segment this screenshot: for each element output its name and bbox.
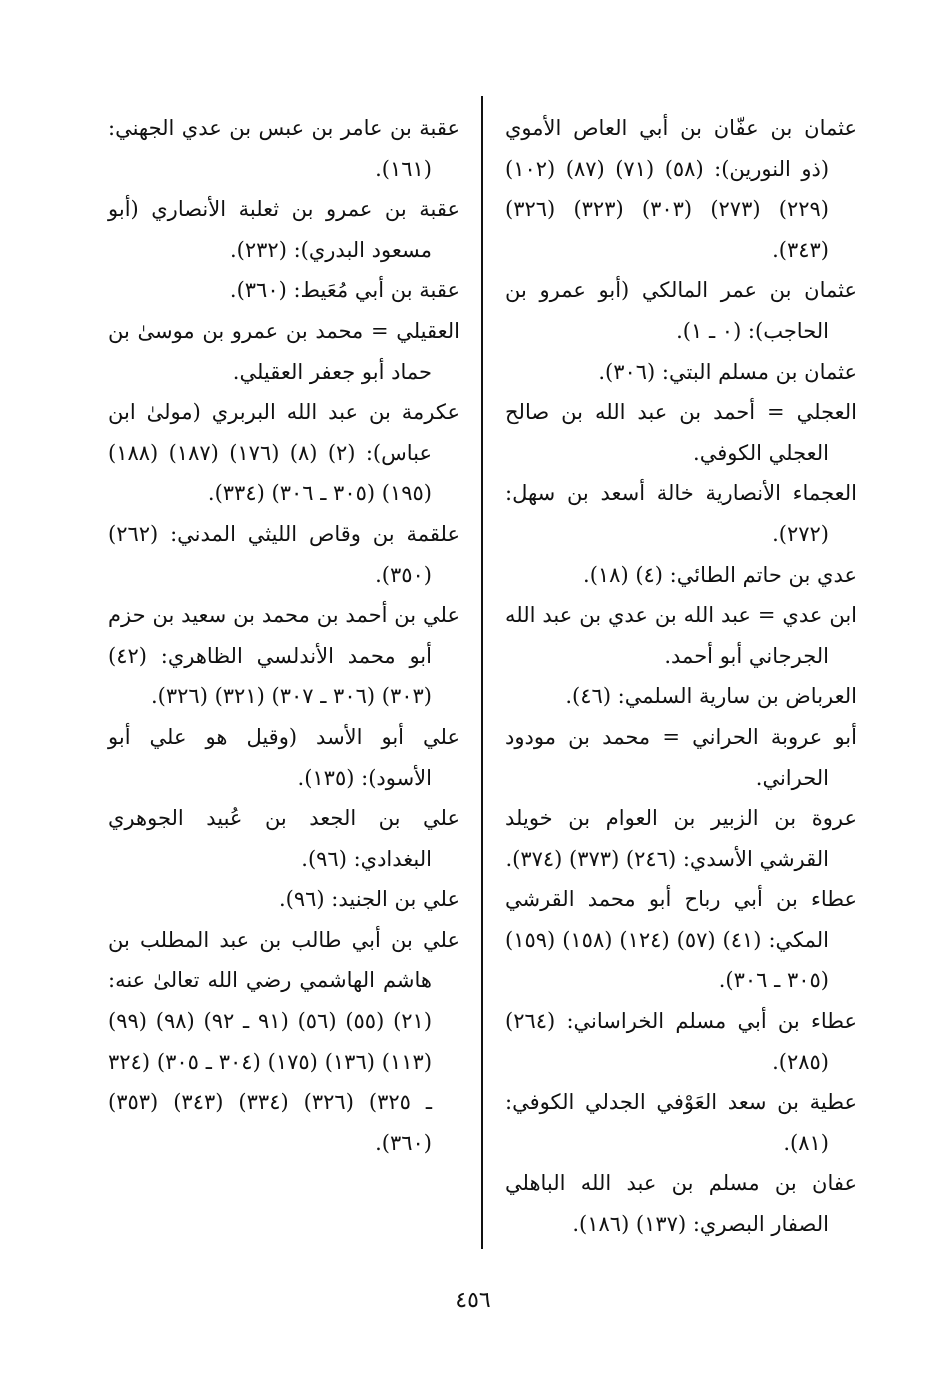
index-entry: عثمان بن مسلم البتي: (٣٠٦).	[598, 359, 857, 384]
index-entry: علقمة بن وقاص الليثي المدني: (٢٦٢) (٣٥٠).	[108, 521, 460, 587]
index-entry: علي بن أحمد بن محمد بن سعيد بن حزم أبو محمد الأندلسي الظاهري: (٤٢) (٣٠٣) (٣٠٦ ـ ٣٠٧) (٣٢١) (٣٢٦).	[108, 603, 460, 709]
index-entry: عطاء بن أبي رباح أبو محمد القرشي المكي: (٤١) (٥٧) (١٢٤) (١٥٨) (١٥٩) (٣٠٥ ـ ٣٠٦).	[505, 887, 857, 993]
index-entry: علي بن الجعد بن عُبيد الجوهري البغدادي: (٩٦).	[108, 806, 460, 871]
index-entry: عدي بن حاتم الطائي: (٤) (١٨).	[583, 562, 857, 587]
index-entry: أبو عروبة الحراني = محمد بن مودود الحراني.	[505, 724, 857, 790]
index-entry: عثمان بن عفّان بن أبي العاص الأموي (ذو النورين): (٥٨) (٧١) (٨٧) (١٠٢) (٢٢٩) (٢٧٣) (٣٠٣) (٣٢٣) (٣٢٦) (٣٤٣).	[505, 116, 857, 262]
index-entry: عفان بن مسلم بن عبد الله الباهلي الصفار البصري: (١٣٧) (١٨٦).	[505, 1171, 857, 1237]
right-column	[505, 108, 857, 1245]
index-entry: علي بن الجنيد: (٩٦).	[278, 887, 460, 912]
index-entry: عقبة بن عمرو بن ثعلبة الأنصاري (أبو مسعود البدري): (٢٣٢).	[108, 197, 460, 262]
column-divider	[481, 96, 483, 1249]
index-entry: عقبة بن عامر بن عبس بن عدي الجهني: (١٦١).	[108, 116, 460, 181]
index-entry: عطية بن سعد العَوْفي الجدلي الكوفي: (٨١).	[505, 1090, 857, 1155]
index-entry: عروة بن الزبير بن العوام بن خويلد القرشي الأسدي: (٢٤٦) (٣٧٣) (٣٧٤).	[505, 806, 857, 871]
page-number: ٤٥٦	[455, 1288, 491, 1313]
left-column	[108, 108, 460, 1163]
index-entry: العجماء الأنصارية خالة أسعد بن سهل: (٢٧٢).	[505, 481, 857, 546]
index-entry: عثمان بن عمر المالكي (أبو عمرو بن الحاجب): (٠ ـ ١).	[505, 278, 857, 343]
index-entry: عكرمة بن عبد الله البربري (مولىٰ ابن عباس): (٢) (٨) (١٧٦) (١٨٧) (١٨٨) (١٩٥) (٣٠٥ ـ ٣٠٦) (٣٣٤).	[108, 400, 460, 506]
index-entry: عقبة بن أبي مُعَيط: (٣٦٠).	[229, 278, 460, 303]
index-entry: علي بن أبي طالب بن عبد المطلب بن هاشم الهاشمي رضي الله تعالىٰ عنه: (٢١) (٥٥) (٥٦) (٩١ ـ ٩٢) (٩٨) (٩٩) (١١٣) (١٣٦) (١٧٥) (٣٠٤ ـ ٣٠٥) (٣٢٤ ـ ٣٢٥) (٣٢٦) (٣٣٤) (٣٤٣) (٣٥٣) (٣٦٠).	[108, 927, 460, 1155]
index-entry: العرباض بن سارية السلمي: (٤٦).	[565, 684, 857, 709]
index-entry: عطاء بن أبي مسلم الخراساني: (٢٦٤) (٢٨٥).	[505, 1009, 857, 1074]
index-entry: العجلي = أحمد بن عبد الله بن صالح العجلي الكوفي.	[505, 400, 857, 465]
index-entry: علي أبو الأسد (وقيل هو علي أبو الأسود): (١٣٥).	[108, 724, 460, 790]
index-entry: العقيلي = محمد بن عمرو بن موسىٰ بن حماد أبو جعفر العقيلي.	[108, 318, 460, 384]
index-entry: ابن عدي = عبد الله بن عدي بن عبد الله الجرجاني أبو أحمد.	[505, 603, 857, 668]
